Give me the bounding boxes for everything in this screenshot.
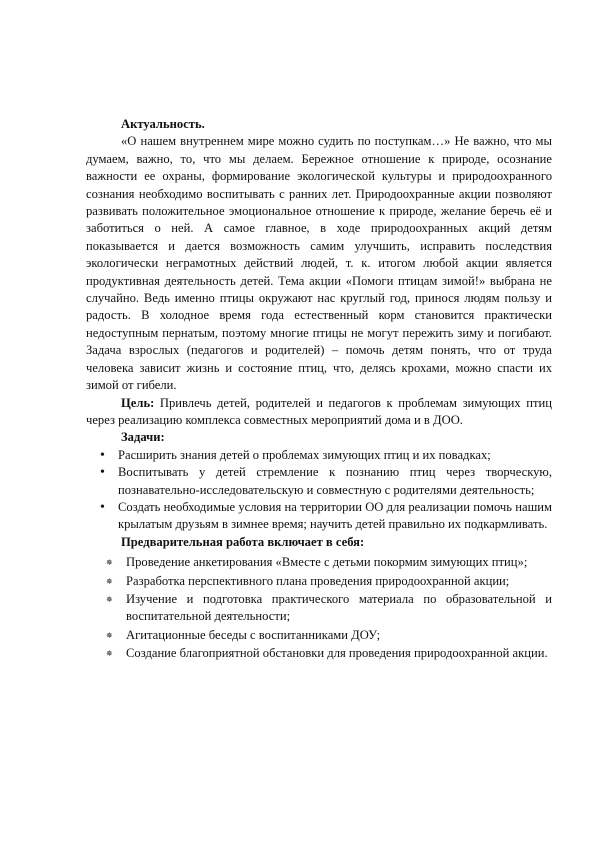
prework-heading: Предварительная работа включает в себя: [121,534,365,549]
prework-list [86,554,552,662]
relevance-heading: Актуальность. [121,117,205,131]
list-item: • Расширить знания детей о проблемах зимующих птиц и их повадках; [86,447,552,464]
goal-paragraph [86,395,552,430]
relevance-paragraph: «О нашем внутреннем мире можно судить по поступкам…» Не важно, что мы думаем, важно, то, что мы делаем. Бережное отношение к природе, осознание важности ее охраны, формирование экологической культуры и природоохранного сознания необходимо воспитывать с ранних лет. Природоохранные акции позволяют развивать положительное эмоциональное отношение к природе, желание беречь её и заботиться о ней. А самое главное, в ходе природоохранных акций детям показывается и дается возможность самим улучшить, исправить последствия экологически неграмотных действий людей, т. к. итогом любой акции является продуктивная деятельность детей. Тема акции «Помоги птицам зимой!» выбрана не случайно. Ведь именно птицы окружают нас круглый год, принося людям пользу и радость. В холодное время года естественный корм становится практически недоступным пернатым, поэтому многие птицы не могут пережить зиму и погибают. Задача взрослых (педагогов и родителей) – помочь детям понять, что от труда человека зависит жизнь и состояние птиц, что, делясь крохами, можно спасти их зимой от гибели. [86,134,552,393]
list-item: ✵ Проведение анкетирования «Вместе с детьми покормим зимующих птиц»; [86,554,552,571]
goal-label: Цель: [121,395,155,410]
tasks-list [86,447,552,534]
document-body [86,116,552,664]
list-item: ✵ Агитационные беседы с воспитанниками ДОУ; [86,627,552,644]
list-item: ✵ Создание благоприятной обстановки для проведения природоохранной акции. [86,645,552,662]
list-item: • Воспитывать у детей стремление к познанию птиц через творческую, познавательно-исследовательскую и совместную с родителями деятельность; [86,464,552,499]
goal-text: Привлечь детей, родителей и педагогов к проблемам зимующих птиц через реализацию комплекса совместных мероприятий дома и в ДОО. [86,395,552,427]
tasks-heading: Задачи: [121,430,165,445]
list-item: ✵ Разработка перспективного плана проведения природоохранной акции; [86,573,552,590]
list-item: • Создать необходимые условия на территории ОО для реализации помочь нашим крылатым друзьям в зимнее время; научить детей правильно их подкармливать. [86,499,552,534]
list-item: ✵ Изучение и подготовка практического материала по образовательной и воспитательной деятельности; [86,591,552,626]
